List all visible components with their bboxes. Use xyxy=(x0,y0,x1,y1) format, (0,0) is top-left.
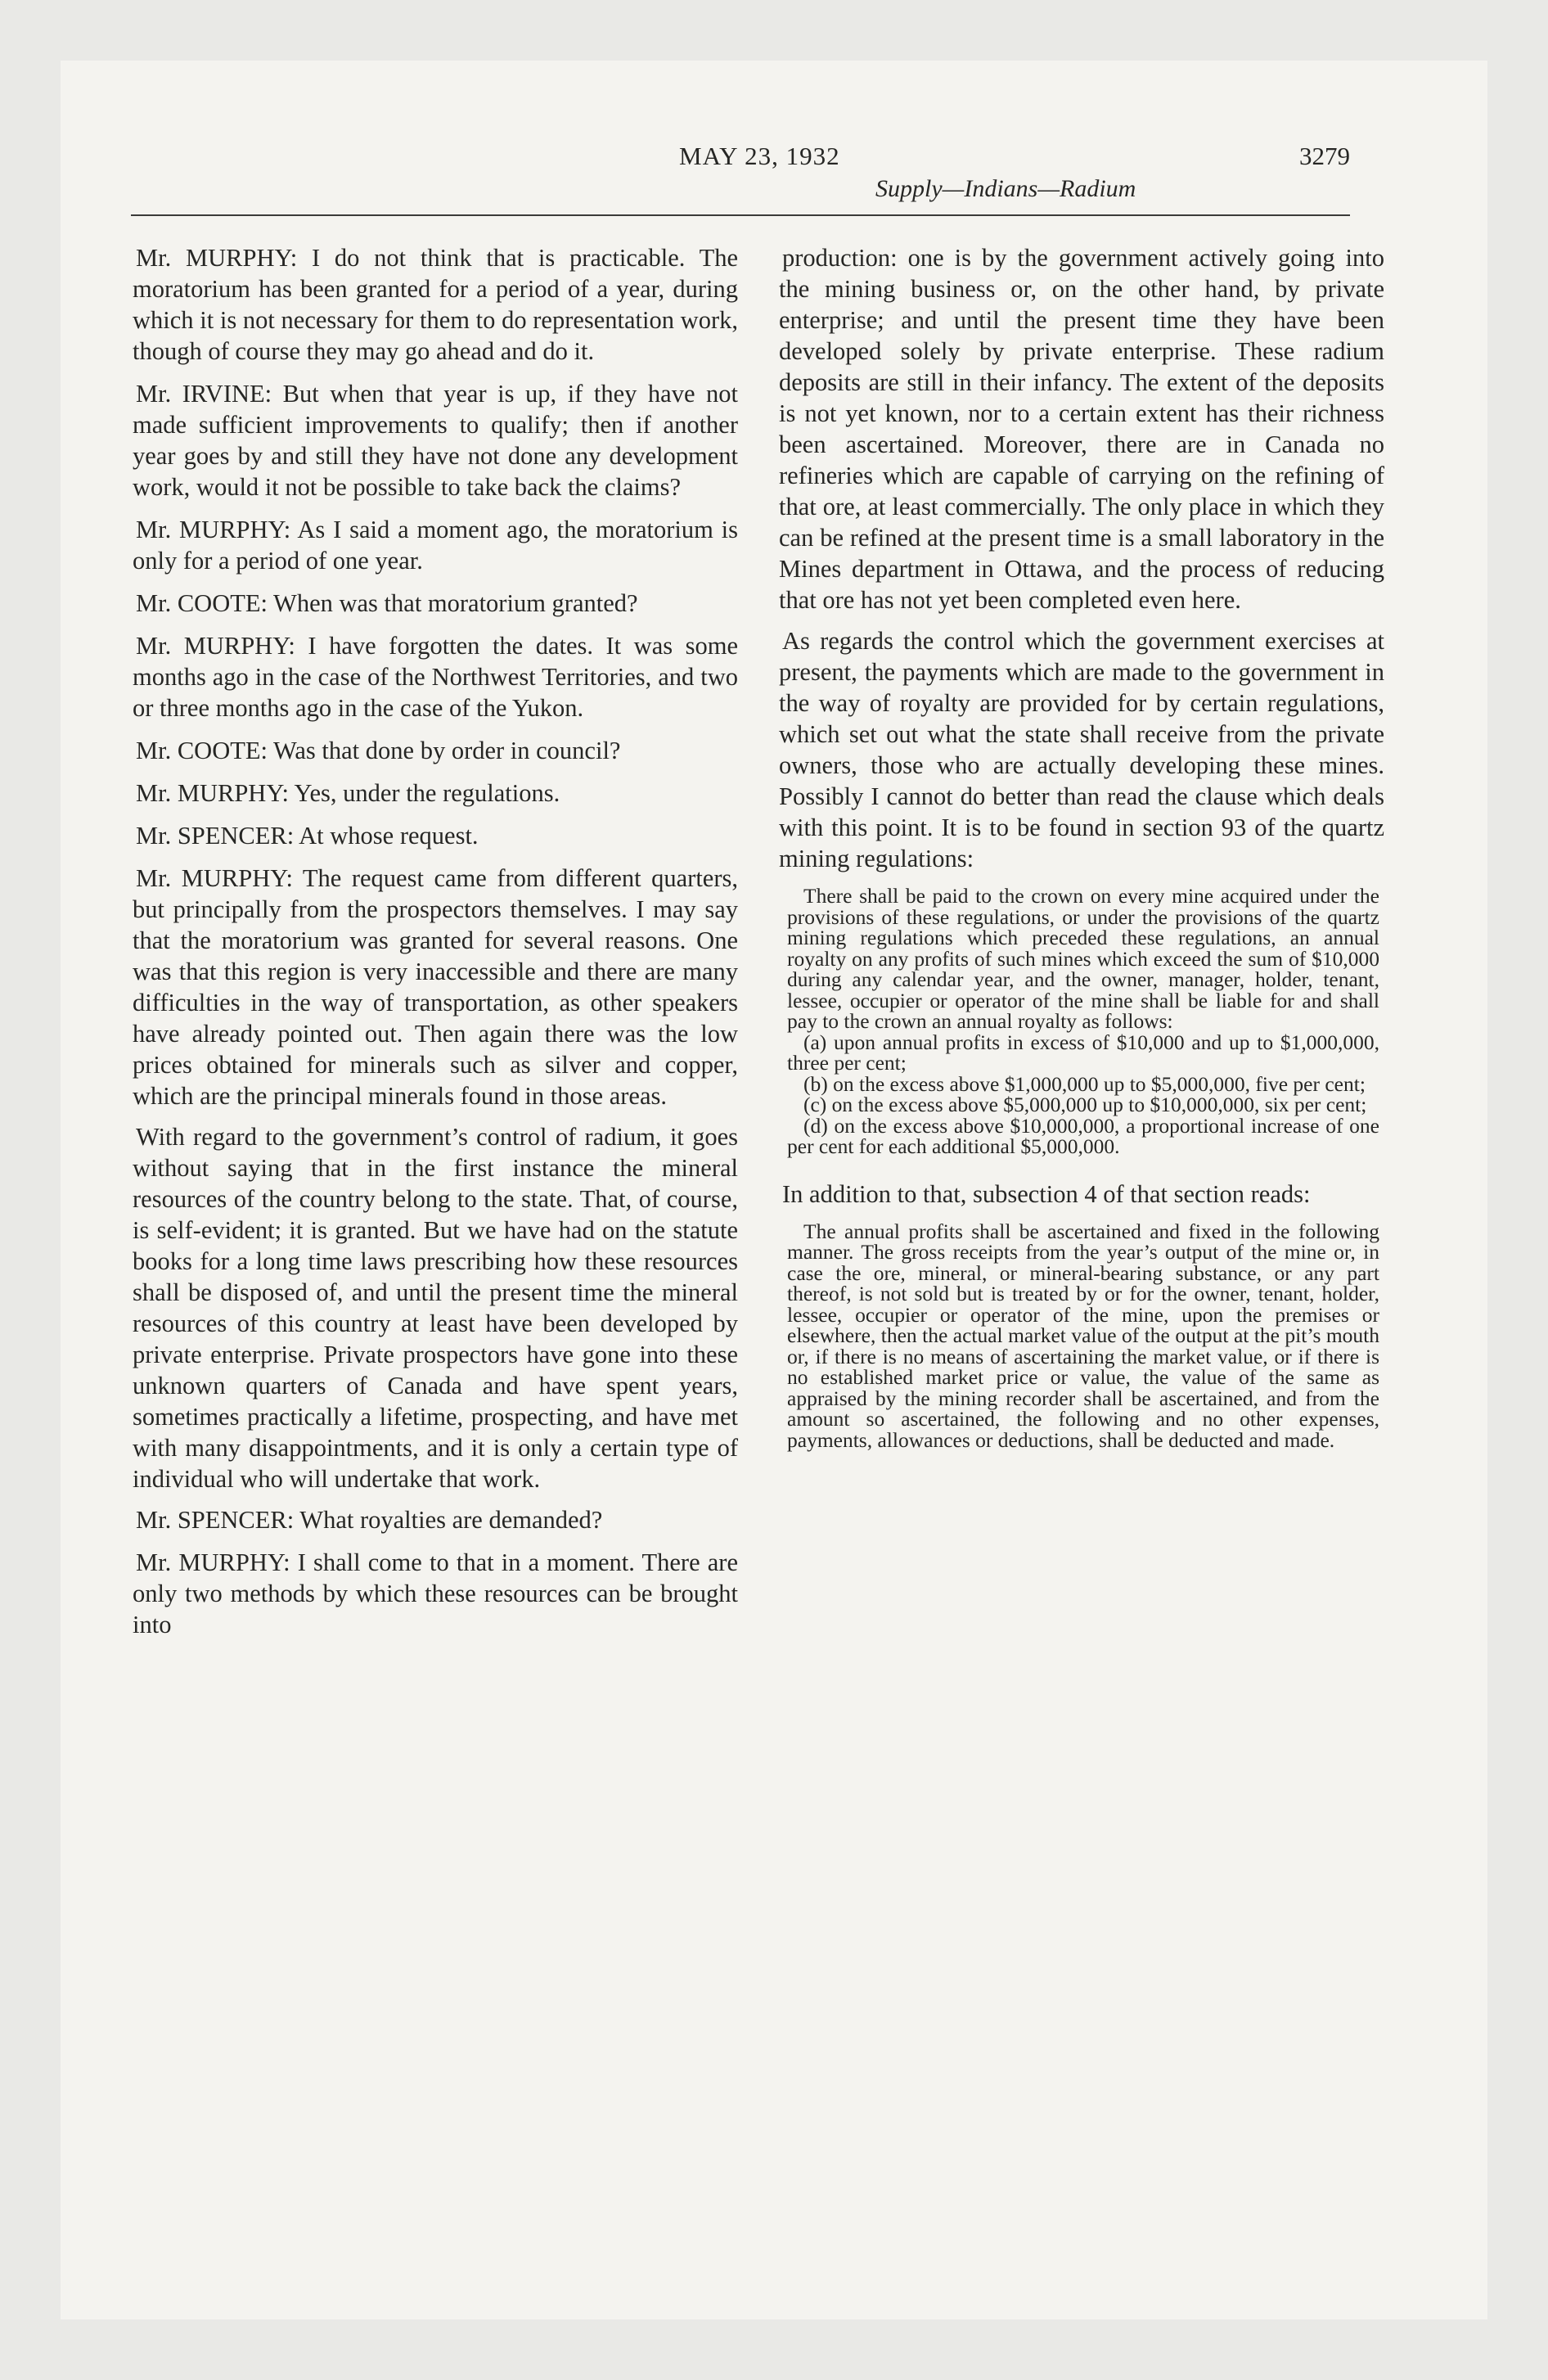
paragraph: Mr. MURPHY: I shall come to that in a moment. There are only two methods by which these resources can be brought into xyxy=(133,1548,738,1639)
paragraph: With regard to the government’s control of radium, it goes without saying that in the first instance the mineral resources of the country belong to the state. That, of course, is self-evident; it is granted. But we have had on the statute books for a long time laws prescribing how these resources shall be disposed of, and until the present time the mineral resources of this country at least have been developed by private enterprise. Private prospectors have gone into these unknown quarters of Canada and have spent years, sometimes practically a lifetime, prospecting, and have met with many disappointments, and it is only a certain type of individual who will undertake that work. xyxy=(133,1123,738,1493)
paragraph: In addition to that, subsection 4 of that section reads: xyxy=(782,1179,1311,1208)
paragraph: Mr. IRVINE: But when that year is up, if they have not made sufficient improvements to qualify; then if another year goes by and still they have not done any development work, would it not be possible to take back the claims? xyxy=(133,380,738,501)
quoted-subsection: The annual profits shall be ascertained and fixed in the following manner. The gross receipts from the year’s output of the mine or, in case the ore, mineral, or mineral-bearing substance, or any part thereof, is not sold but is treated by or for the owner, tenant, holder, lessee, occupier or operator of the mine, upon the premises or elsewhere, then the actual market value of the output at the pit’s mouth or, if there is no means of ascertaining the market value, or if there is no established market price or value, the value of the same as appraised by the mining recorder shall be ascertained, and from the amount so ascertained, the following and no other expenses, payments, allowances or deductions, shall be deducted and made. xyxy=(787,1219,1379,1452)
paragraph: Mr. MURPHY: As I said a moment ago, the moratorium is only for a period of one year. xyxy=(133,516,738,575)
paragraph: Mr. SPENCER: What royalties are demanded? xyxy=(136,1506,603,1534)
header-date: MAY 23, 1932 xyxy=(679,142,840,170)
paragraph: Mr. MURPHY: I do not think that is practicable. The moratorium has been granted for a period of a year, during which it is not necessary for them to do representation work, though of course they may go ahead and do it. xyxy=(133,244,738,365)
header-subject: Supply—Indians—Radium xyxy=(875,175,1136,202)
paragraph: Mr. MURPHY: The request came from different quarters, but principally from the prospectors themselves. I may say that the moratorium was granted for several reasons. One was that this region is very inaccessible and there are many difficulties in the way of transportation, as other speakers have already pointed out. Then again there was the low prices obtained for minerals such as silver and copper, which are the principal minerals found in those areas. xyxy=(133,864,738,1110)
right-column xyxy=(779,242,1384,1450)
quote-item: (a) upon annual profits in excess of $10,000 and up to $1,000,000, three per cent; xyxy=(787,1030,1379,1075)
paragraph: production: one is by the government actively going into the mining business or, on the other hand, by private enterprise; and until the present time they have been developed solely by private enterprise. These radium deposits are still in their infancy. The extent of the deposits is not yet known, nor to a certain extent has their richness been ascertained. Moreover, there are in Canada no refineries which are capable of carrying on the refining of that ore, at least commercially. The only place in which they can be refined at the present time is a small laboratory in the Mines department in Ottawa, and the process of reducing that ore has not yet been completed even here. xyxy=(779,244,1384,614)
quote-item: (c) on the excess above $5,000,000 up to $10,000,000, six per cent; xyxy=(803,1093,1367,1116)
quote-item: (b) on the excess above $1,000,000 up to $5,000,000, five per cent; xyxy=(803,1071,1366,1096)
page-number: 3279 xyxy=(1299,142,1350,170)
paragraph: Mr. MURPHY: Yes, under the regulations. xyxy=(136,779,560,807)
paragraph: Mr. COOTE: Was that done by order in council? xyxy=(136,737,621,764)
left-column xyxy=(133,242,738,1652)
paragraph: Mr. MURPHY: I have forgotten the dates. It was some months ago in the case of the Northwest Territories, and two or three months ago in the case of the Yukon. xyxy=(133,632,738,722)
quote-item: (d) on the excess above $10,000,000, a proportional increase of one per cent for each additional $5,000,000. xyxy=(787,1113,1379,1158)
paragraph: Mr. COOTE: When was that moratorium granted? xyxy=(136,589,638,617)
quoted-regulation xyxy=(779,886,1384,1157)
paragraph: Mr. SPENCER: At whose request. xyxy=(136,822,479,850)
header-rule xyxy=(131,214,1350,216)
quote-intro: There shall be paid to the crown on every mine acquired under the provisions of these regulations, or under the provisions of the quartz mining regulations which preceded these regulations, an annual royalty on any profits of such mines which exceed the sum of $10,000 during any calendar year, and the owner, manager, holder, tenant, lessee, occupier or operator of the mine shall be liable for and shall pay to the crown an annual royalty as follows: xyxy=(787,884,1379,1033)
paragraph: As regards the control which the government exercises at present, the payments which are made to the government in the way of royalty are provided for by certain regulations, which set out what the state shall receive from the private owners, those who are actually developing these mines. Possibly I cannot do better than read the clause which deals with this point. It is to be found in section 93 of the quartz mining regulations: xyxy=(779,627,1384,872)
page-header xyxy=(131,129,1350,228)
